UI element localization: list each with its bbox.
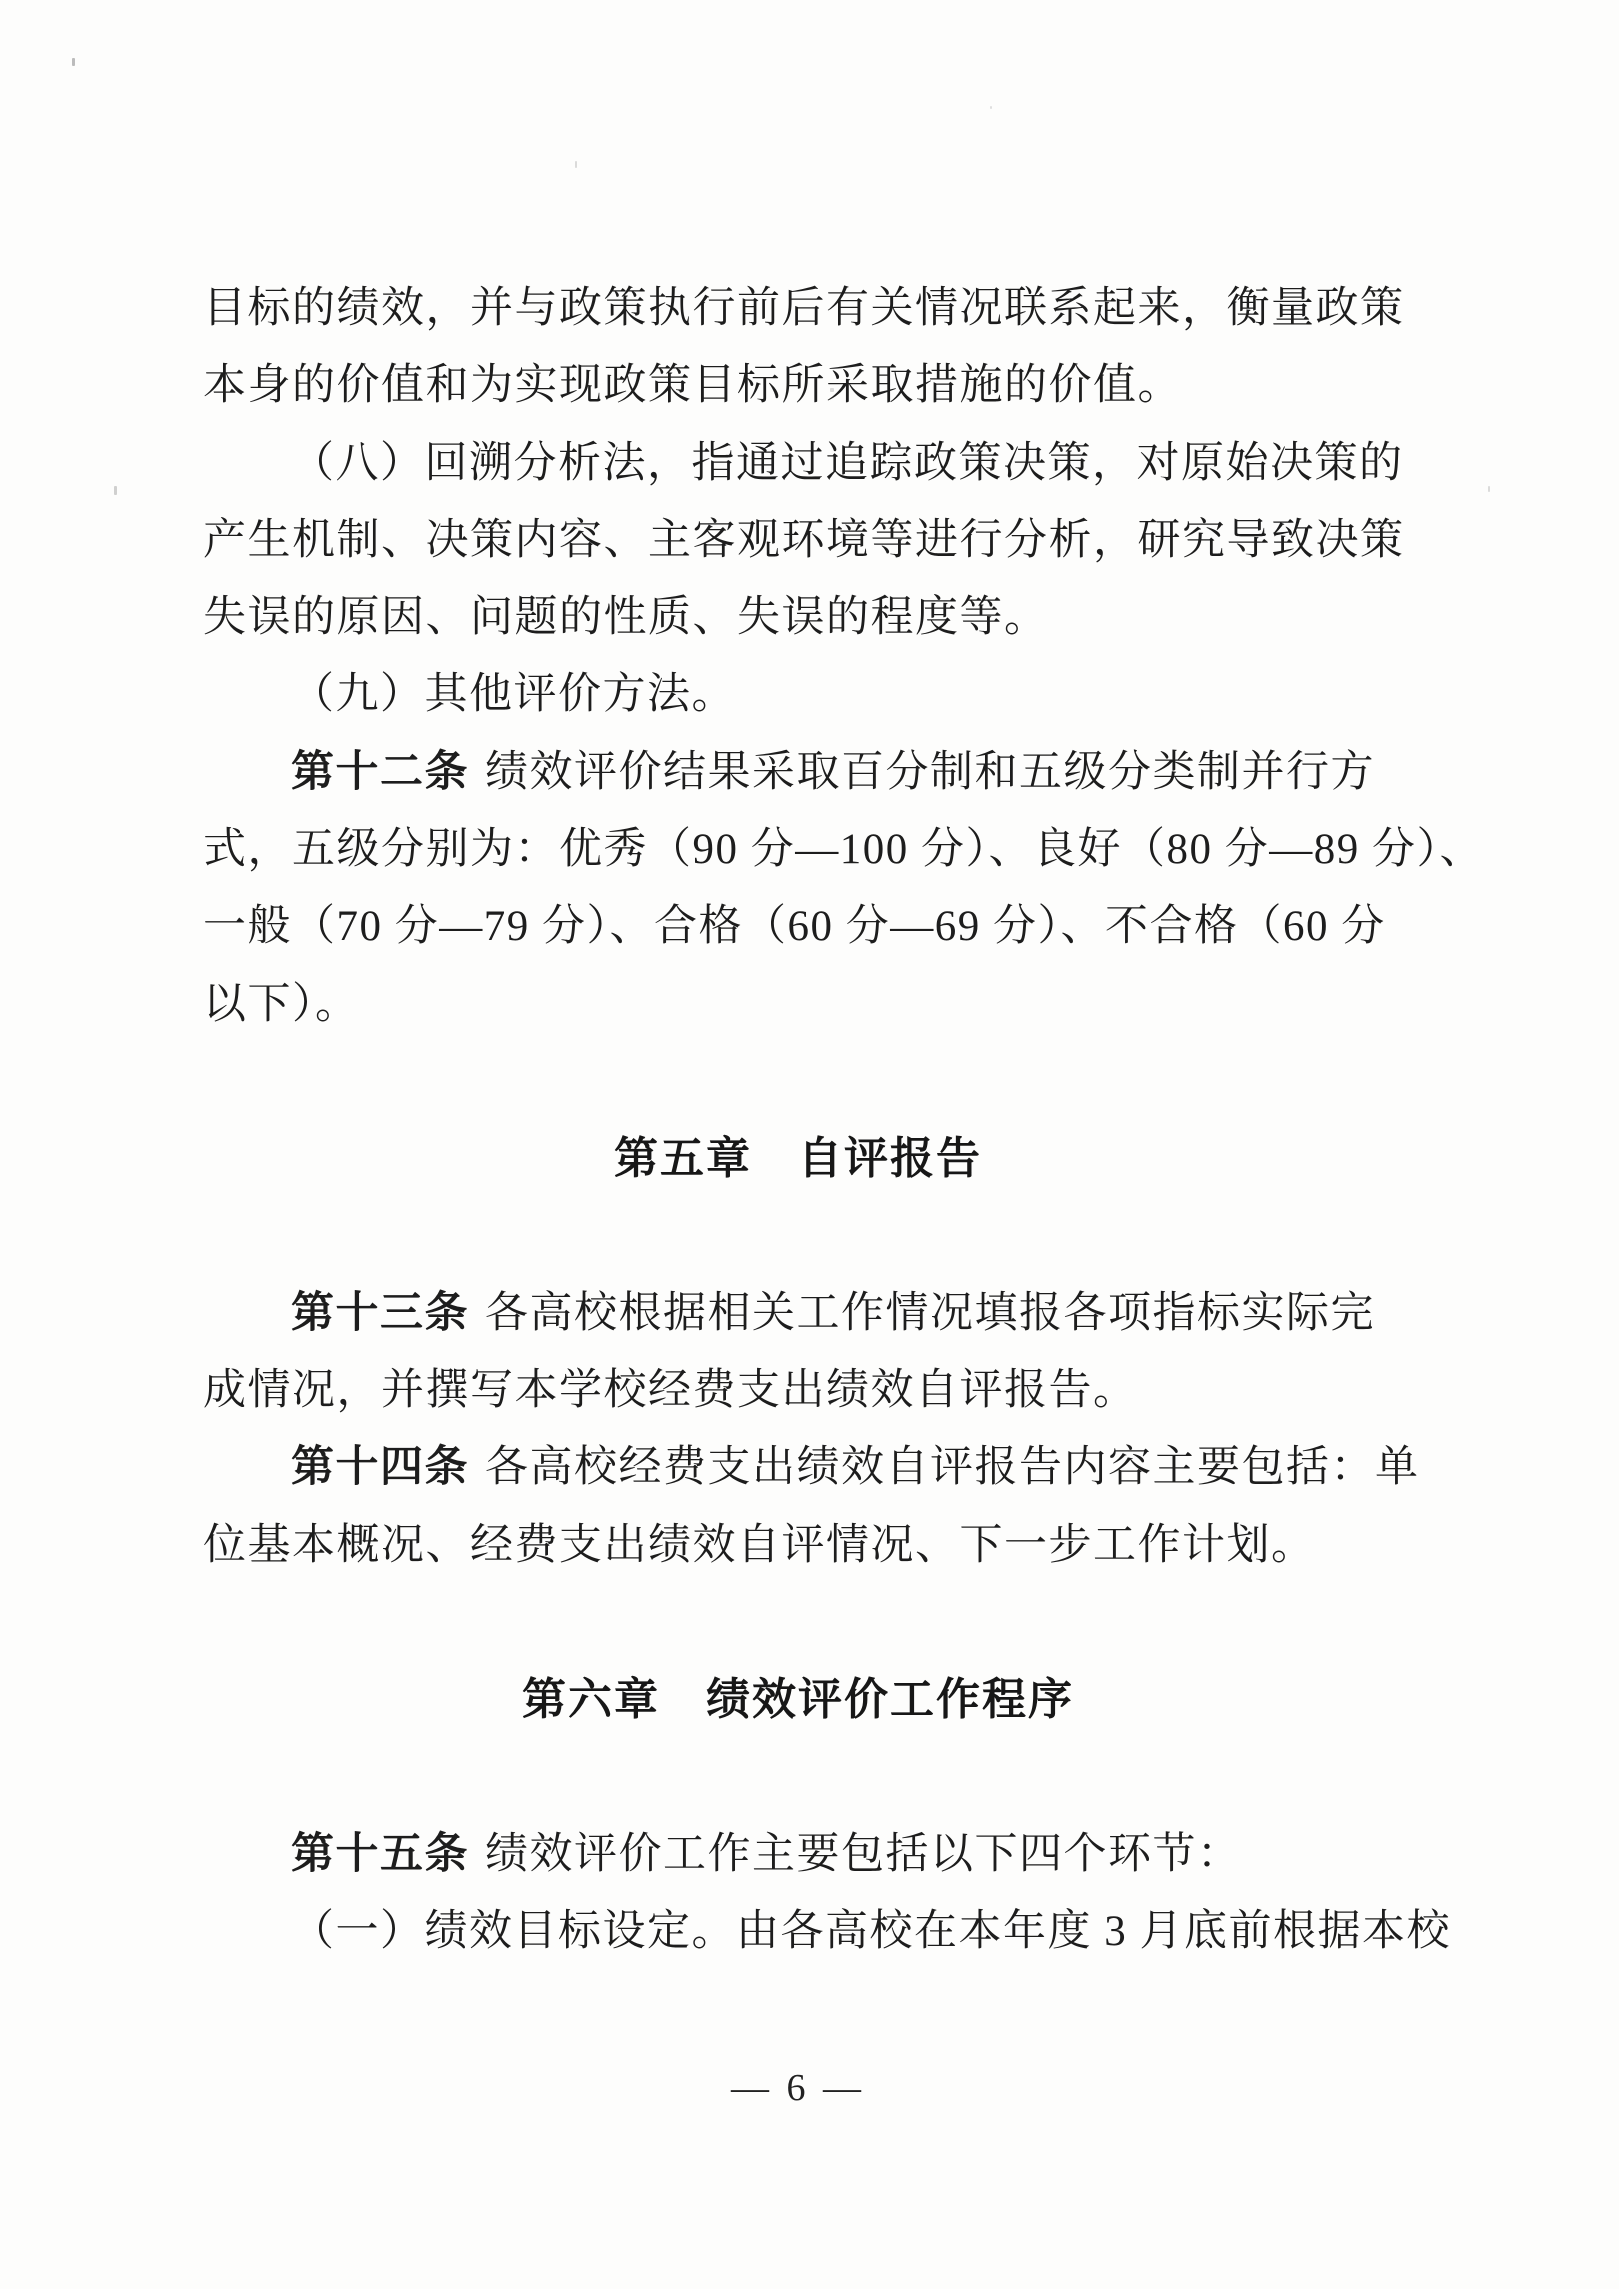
line-text: 目标的绩效，并与政策执行前后有关情况联系起来，衡量政策 xyxy=(203,285,1405,332)
chapter-6-heading: 第六章 绩效评价工作程序 xyxy=(522,1675,1074,1725)
text-line xyxy=(203,1507,1393,1584)
line-text: 各高校根据相关工作情况填报各项指标实际完 xyxy=(485,1289,1375,1337)
line-text: （一）绩效目标设定。由各高校在本年度 3 月底前根据本校 xyxy=(291,1908,1451,1956)
blank-line xyxy=(203,1739,1393,1816)
text-line xyxy=(203,502,1405,579)
text-line xyxy=(203,579,1393,656)
scan-speck xyxy=(114,486,117,495)
text-line xyxy=(203,966,1393,1043)
scan-speck xyxy=(1488,486,1490,492)
text-line xyxy=(203,1429,1420,1506)
scan-speck xyxy=(72,58,75,66)
blank-line xyxy=(203,1043,1393,1120)
text-line xyxy=(203,656,1393,733)
scan-speck xyxy=(575,161,577,168)
document-body xyxy=(203,270,1484,1971)
text-line xyxy=(203,270,1405,347)
text-line xyxy=(203,347,1393,424)
line-text: 失误的原因、问题的性质、失误的程度等。 xyxy=(203,594,1049,642)
text-line xyxy=(203,1893,1451,1970)
line-text: 成情况，并撰写本学校经费支出绩效自评报告。 xyxy=(203,1367,1138,1415)
line-text: （九）其他评价方法。 xyxy=(291,671,736,719)
line-text: 各高校经费支出绩效自评报告内容主要包括：单 xyxy=(485,1444,1420,1492)
text-line xyxy=(203,888,1393,965)
article-number-label: 第十五条 xyxy=(291,1829,469,1878)
text-line xyxy=(203,425,1404,502)
text-line xyxy=(203,811,1484,888)
page-number: — 6 — xyxy=(731,2067,865,2109)
article-number-label: 第十四条 xyxy=(291,1443,469,1492)
blank-line xyxy=(203,1198,1393,1275)
text-line xyxy=(203,734,1393,811)
line-text: 绩效评价结果采取百分制和五级分类制并行方 xyxy=(485,748,1375,796)
line-text: 本身的价值和为实现政策目标所采取措施的价值。 xyxy=(203,362,1182,410)
line-text: （八）回溯分析法，指通过追踪政策决策，对原始决策的 xyxy=(291,439,1404,487)
line-text: 一般（70 分—79 分）、合格（60 分—69 分）、不合格（60 分 xyxy=(203,903,1386,951)
text-line xyxy=(203,1816,1393,1893)
scan-speck xyxy=(990,106,992,109)
blank-line xyxy=(203,1584,1393,1661)
article-number-label: 第十三条 xyxy=(291,1288,469,1337)
chapter-5-heading: 第五章 自评报告 xyxy=(614,1134,982,1184)
line-text: 绩效评价工作主要包括以下四个环节： xyxy=(485,1830,1242,1878)
line-text: 式，五级分别为：优秀（90 分—100 分）、良好（80 分—89 分）、 xyxy=(203,826,1484,874)
line-text: 位基本概况、经费支出绩效自评情况、下一步工作计划。 xyxy=(203,1521,1316,1569)
line-text: 以下）。 xyxy=(203,980,360,1028)
text-line xyxy=(203,1275,1393,1352)
article-number-label: 第十二条 xyxy=(291,747,469,796)
line-text: 产生机制、决策内容、主客观环境等进行分析，研究导致决策 xyxy=(203,516,1405,564)
text-line xyxy=(203,1352,1393,1429)
